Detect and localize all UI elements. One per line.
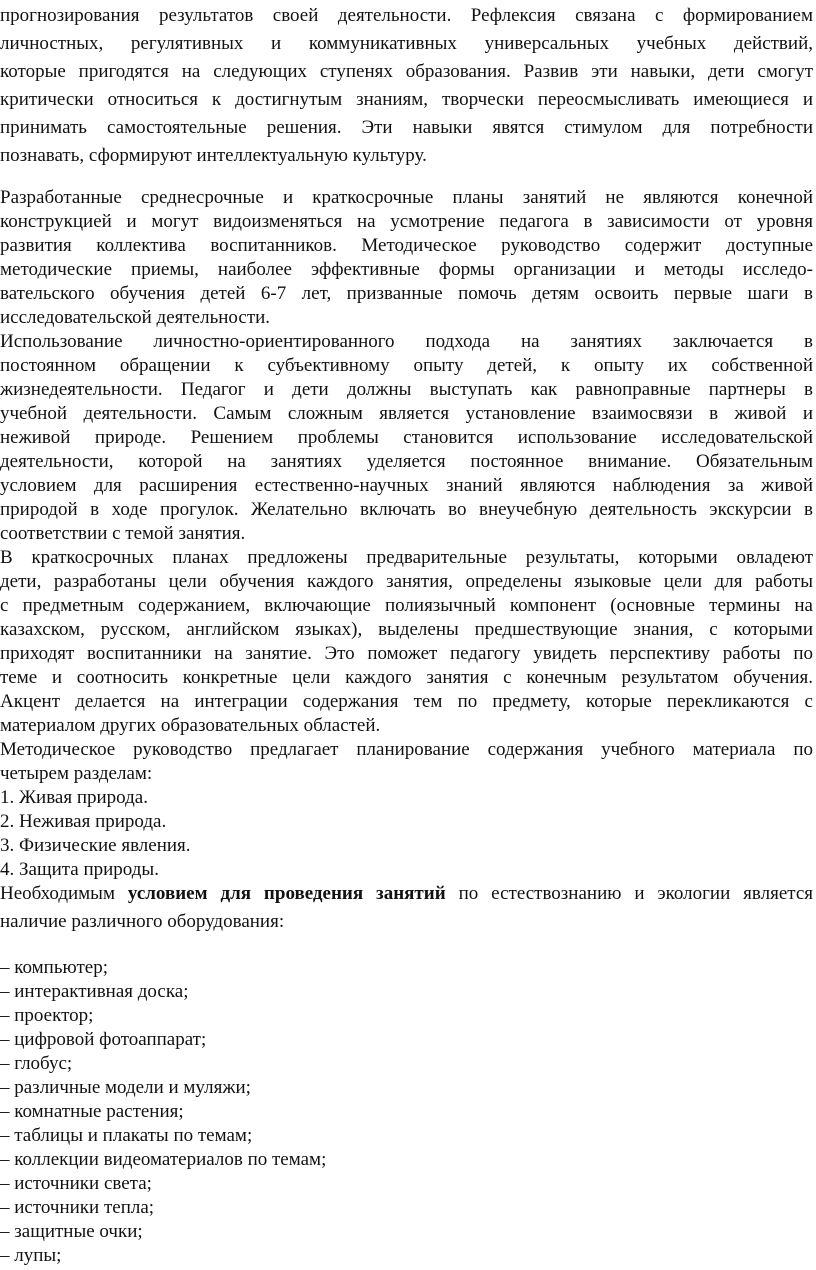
equipment-item: – таблицы и плакаты по темам; [0,1125,253,1146]
condition-pre: Необходимым [0,883,128,904]
text-line: вательского обучения детей 6-7 лет, призванные помочь детям освоить первые шаги в [0,283,813,304]
text-line: развития коллектива воспитанников. Методическое руководство содержит доступные [0,235,813,256]
text-line: постоянном обращении к субъективному опыту детей, к опыту их собственной [0,355,813,376]
text-line: Разработанные среднесрочные и краткосрочные планы занятий не являются конечной [0,187,813,208]
text-line: конструкцией и могут видоизменяться на усмотрение педагога в зависимости от уровня [0,211,813,232]
text-line: Методическое руководство предлагает планирование содержания учебного материала по [0,739,813,760]
equipment-item: – источники тепла; [0,1197,155,1218]
equipment-item: – комнатные растения; [0,1101,184,1122]
text-line: наличие различного оборудования: [0,911,285,932]
text-line: казахском, русском, английском языках), выделены предшествующие знания, с которыми [0,619,813,640]
section-list-item: 4. Защита природы. [0,859,159,880]
text-line: познавать, сформируют интеллектуальную культуру. [0,145,427,166]
text-line: В краткосрочных планах предложены предварительные результаты, которыми овладеют [0,547,813,568]
equipment-item: – глобус; [0,1053,73,1074]
section-list-item: 3. Физические явления. [0,835,191,856]
equipment-item: – проектор; [0,1005,94,1026]
text-line: Акцент делается на интеграции содержания тем по предмету, которые перекликаются с [0,691,813,712]
text-line: учебной деятельности. Самым сложным является установление взаимосвязи в живой и [0,403,813,424]
text-line: с предметным содержанием, включающие полиязычный компонент (основные термины на [0,595,813,616]
text-line: соответствии с темой занятия. [0,523,246,544]
text-line: принимать самостоятельные решения. Эти навыки явятся стимулом для потребности [0,117,813,138]
equipment-item: – интерактивная доска; [0,981,189,1002]
condition-post: по естествознанию и экологии является [445,883,813,904]
text-line: деятельности, которой на занятиях уделяется постоянное внимание. Обязательным [0,451,813,472]
condition-bold: условием для проведения занятий [127,883,446,904]
text-line: критически относиться к достигнутым знаниям, творчески переосмысливать имеющиеся и [0,89,813,110]
equipment-item: – компьютер; [0,957,108,978]
section-list-item: 1. Живая природа. [0,787,148,808]
text-line: которые пригодятся на следующих ступенях образования. Развив эти навыки, дети смогут [0,61,813,82]
text-line: личностных, регулятивных и коммуникативных универсальных учебных действий, [0,33,813,54]
equipment-item: – защитные очки; [0,1221,143,1242]
condition-line [0,882,813,906]
text-line: приходят воспитанники на занятие. Это поможет педагогу увидеть перспективу работы по [0,643,813,664]
text-line: исследовательской деятельности. [0,307,271,328]
text-line: методические приемы, наиболее эффективные формы организации и методы исследо- [0,259,813,280]
equipment-item: – лупы; [0,1245,62,1266]
text-line: неживой природе. Решением проблемы становится использование исследовательской [0,427,813,448]
text-line: четырем разделам: [0,763,153,784]
equipment-item: – коллекции видеоматериалов по темам; [0,1149,327,1170]
text-line: теме и соотносить конкретные цели каждого занятия с конечным результатом обучения. [0,667,813,688]
equipment-item: – различные модели и муляжи; [0,1077,251,1098]
text-line: условием для расширения естественно-научных знаний являются наблюдения за живой [0,475,813,496]
text-line: природой в ходе прогулок. Желательно включать во внеучебную деятельность экскурсии в [0,499,813,520]
text-line: материалом других образовательных областей. [0,715,381,736]
equipment-item: – цифровой фотоаппарат; [0,1029,207,1050]
equipment-item: – источники света; [0,1173,152,1194]
text-line: прогнозирования результатов своей деятельности. Рефлексия связана с формированием [0,5,813,26]
text-line: Использование личностно-ориентированного подхода на занятиях заключается в [0,331,813,352]
text-line: дети, разработаны цели обучения каждого занятия, определены языковые цели для работы [0,571,813,592]
section-list-item: 2. Неживая природа. [0,811,167,832]
text-line: жизнедеятельности. Педагог и дети должны выступать как равноправные партнеры в [0,379,813,400]
